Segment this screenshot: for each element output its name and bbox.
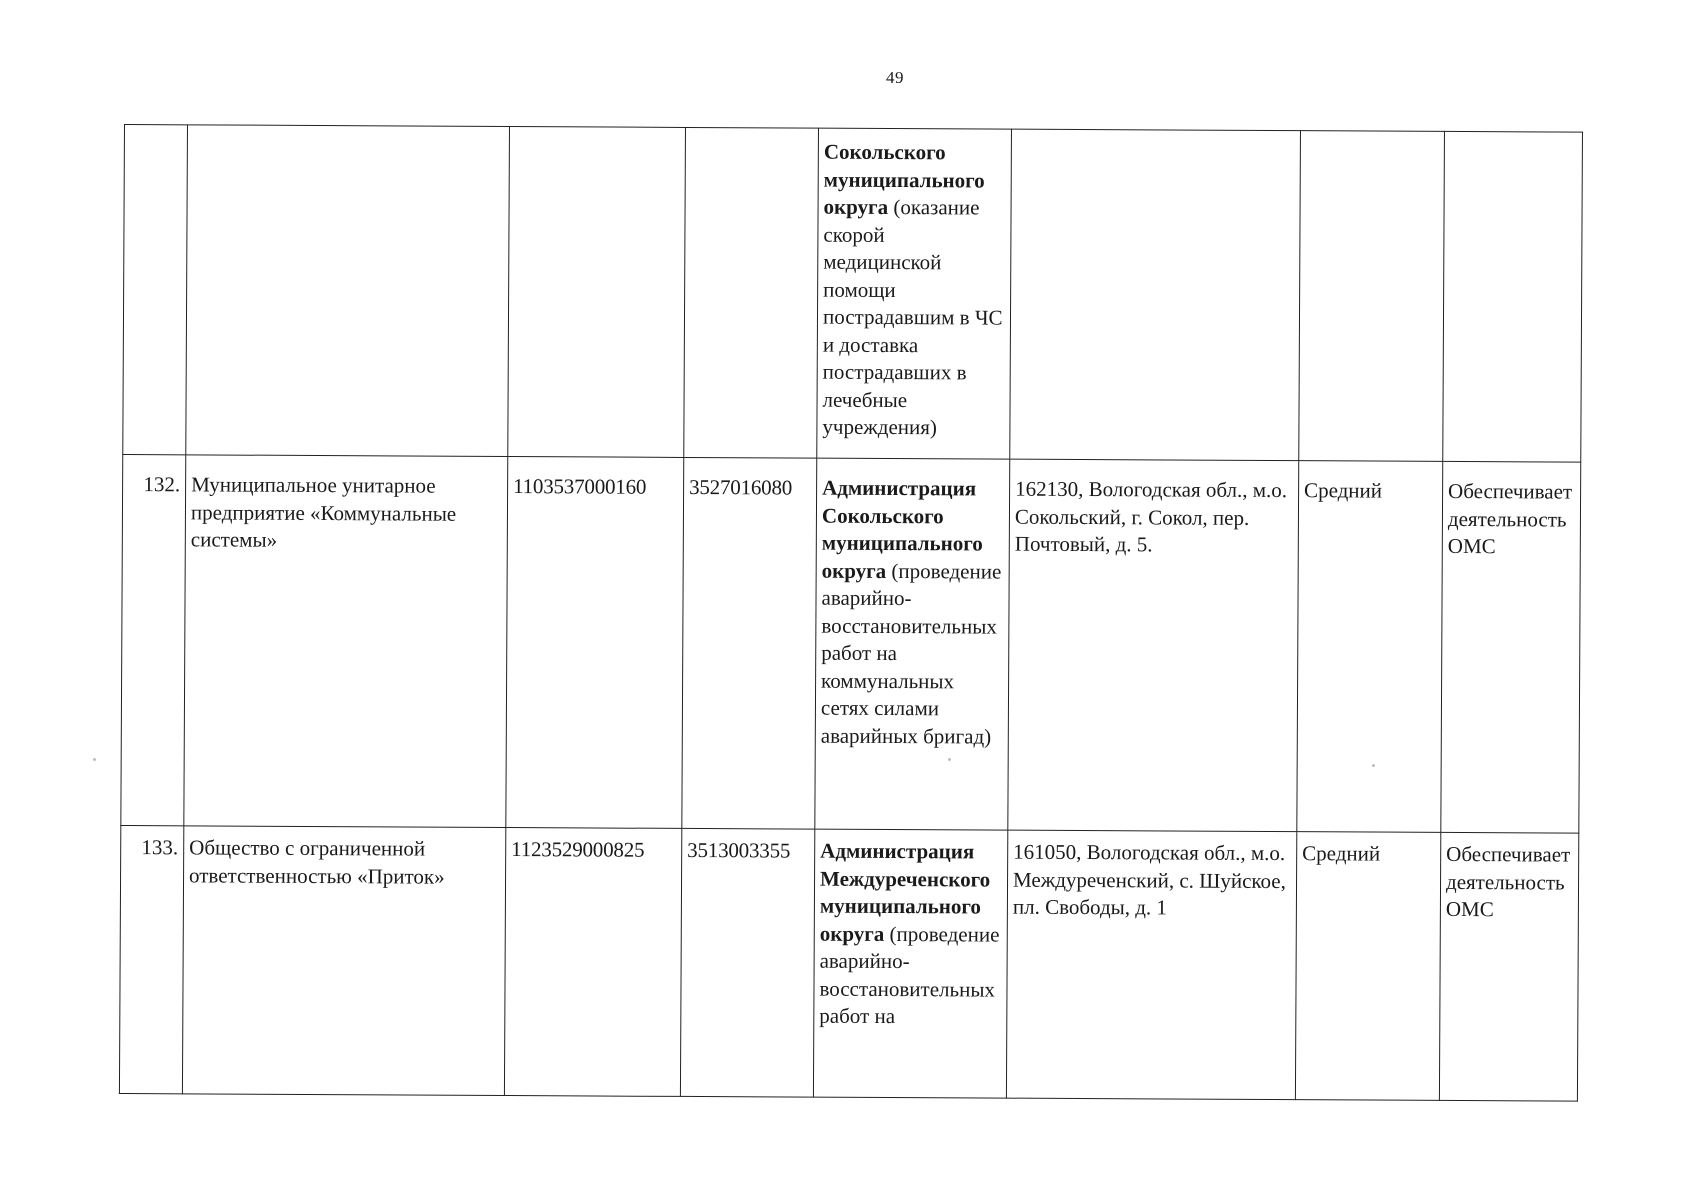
founder-name: Администрация Сокольского муниципального округа [821,475,983,583]
cell-address: 162130, Вологодская обл., м.о. Сокольский, г. Сокол, пер. Почтовый, д. 5. [1008,459,1299,832]
cell-name: Общество с ограниченной ответственностью «Приток» [182,826,505,1096]
cell-number [123,125,188,455]
registry-table [119,124,1583,1102]
founder-name: Администрация Междуреченского муниципального округа [819,838,991,946]
cell-category [1299,131,1445,462]
cell-founder [815,458,1010,830]
cell-name: Муниципальное унитарное предприятие «Коммунальные системы» [184,455,508,828]
founder-note: (оказание скорой медицинской помощи пострадавшим в ЧС и доставка пострадавших в лечебные учреждения) [822,195,1003,440]
cell-founder [813,829,1007,1098]
cell-name [186,125,510,457]
cell-status [1443,131,1583,462]
scan-speck [93,758,96,761]
founder-note: (проведение аварийно-восстановительных работ на [819,921,1000,1029]
cell-founder [817,128,1012,459]
cell-status: Обеспечивает деятельность ОМС [1441,461,1581,833]
founder-note: (проведение аварийно-восстановительных работ на коммунальных сетях силами аварийных бригад) [820,558,1002,749]
table-row [121,454,1581,833]
page-number: 49 [886,68,904,87]
founder-name: Сокольского муниципального округа [823,139,985,220]
cell-category: Средний [1297,461,1443,833]
cell-ogrn: 1123529000825 [504,828,681,1097]
cell-ogrn [508,127,686,458]
table-row-continued [123,125,1583,463]
cell-address [1010,129,1301,461]
cell-number: 133. [119,825,183,1093]
scan-speck [1372,764,1375,767]
cell-number: 132. [121,454,186,825]
cell-status: Обеспечивает деятельность ОМС [1439,832,1578,1101]
cell-inn: 3527016080 [682,457,817,829]
registry-sheet [119,124,1582,1102]
cell-inn: 3513003355 [680,828,814,1097]
scan-speck [948,758,951,761]
cell-inn [684,127,819,458]
cell-address: 161050, Вологодская обл., м.о. Междуреченский, с. Шуйское, пл. Свободы, д. 1 [1006,830,1296,1100]
table-row [119,825,1578,1101]
cell-ogrn: 1103537000160 [506,457,684,829]
cell-category: Средний [1295,832,1440,1101]
